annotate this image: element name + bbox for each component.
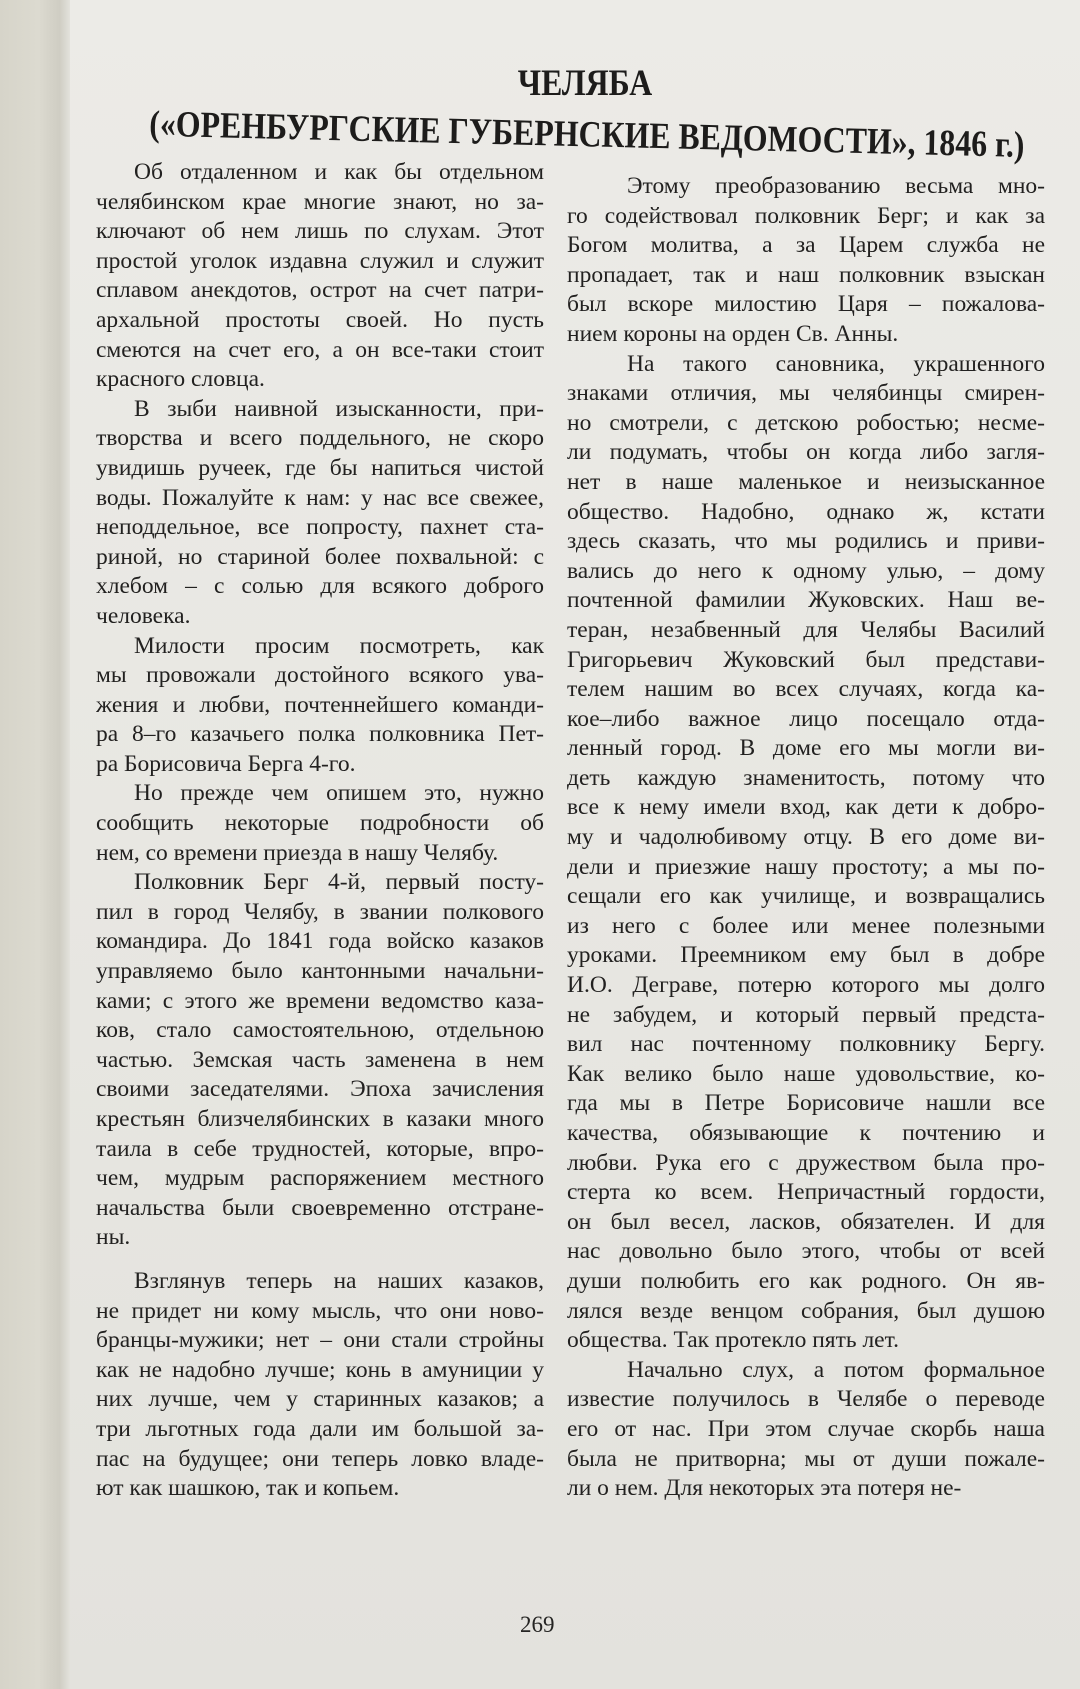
text-line: ленный город. В доме его мы могли ви-	[567, 735, 1045, 762]
text-line: вались до него к одному улью, – дому	[567, 557, 1045, 584]
text-line: не придет ни кому мысль, что они ново-	[96, 1297, 544, 1324]
text-line: все к нему имели вход, как дети к добро-	[567, 794, 1045, 821]
text-line: бранцы-мужики; нет – они стали стройны	[96, 1327, 544, 1354]
text-line: не забудем, и который первый предста-	[567, 1001, 1045, 1028]
text-line: го содействовал полковник Берг; и как за	[567, 202, 1045, 229]
text-line: архальной простоты своей. Но пусть	[96, 306, 544, 333]
text-line: крестьян близчелябинских в казаки много	[96, 1106, 544, 1132]
text-line: уроками. Преемником ему был в добре	[567, 942, 1045, 969]
text-line: души полюбить его как родного. Он яв-	[567, 1267, 1045, 1294]
text-line: пил в город Челябу, в звании полкового	[96, 898, 544, 925]
text-line: ра Борисовича Берга 4-го.	[96, 750, 356, 777]
text-line: хлебом – с солью для всякого доброго	[96, 573, 544, 600]
text-line: лялся везде венцом собрания, был душою	[567, 1297, 1045, 1324]
text-line: На такого сановника, украшенного	[627, 350, 1045, 377]
text-line: Как велико было наше удовольствие, ко-	[567, 1060, 1045, 1087]
text-line: Полковник Берг 4-й, первый посту-	[134, 869, 544, 896]
text-line: ра 8–го казачьего полка полковника Пет-	[96, 721, 544, 748]
text-line: общества. Так протекло пять лет.	[567, 1327, 899, 1354]
text-line: И.О. Деграве, потерю которого мы долго	[567, 972, 1045, 999]
text-line: как не надобно лучше; конь в амуниции у	[96, 1356, 544, 1383]
text-line: человека.	[96, 602, 191, 629]
text-line: В зыби наивной изысканности, при-	[134, 395, 544, 422]
text-line: своими заседателями. Эпоха зачисления	[96, 1076, 544, 1103]
text-line: риной, но стариной более похвальной: с	[96, 543, 544, 570]
text-line: частью. Земская часть заменена в нем	[96, 1046, 544, 1073]
text-line: ют как шашкою, так и копьем.	[96, 1475, 400, 1502]
text-line: неподдельное, все попросту, пахнет ста-	[96, 514, 544, 541]
text-line: была не притворна; мы от души пожале-	[567, 1445, 1045, 1472]
paragraph	[96, 1267, 544, 1504]
paragraph-gap	[96, 1253, 544, 1267]
text-line: му и чадолюбивому отцу. В его доме ви-	[567, 824, 1045, 851]
paragraph	[567, 350, 1045, 1356]
text-line: простой уголок издавна служил и служит	[96, 247, 544, 274]
text-line: ков, стало самостоятельною, отдельною	[96, 1017, 544, 1044]
text-line: три льготных года дали им большой за-	[96, 1415, 544, 1442]
right-column	[567, 172, 1045, 1504]
text-line: качества, обязывающие к почтению и	[567, 1120, 1045, 1146]
paragraph	[567, 172, 1045, 350]
text-line: знаками отличия, мы челябинцы смирен-	[567, 380, 1045, 407]
text-line: командира. До 1841 года войско казаков	[96, 928, 544, 955]
text-line: телем нашим во всех случаях, когда ка-	[567, 676, 1045, 703]
text-line: стерта ко всем. Непричастный гордости,	[567, 1179, 1045, 1206]
text-line: нем, со времени приезда в нашу Челябу.	[96, 839, 499, 866]
text-line: смеются на счет его, а он все-таки стоит	[96, 336, 544, 363]
text-line: был вскоре милостию Царя – пожалова-	[567, 291, 1045, 318]
text-line: управляемо было кантонными начальни-	[96, 958, 544, 985]
text-line: нас довольно было этого, чтобы от всей	[567, 1238, 1045, 1265]
text-line: нием короны на орден Св. Анны.	[567, 320, 899, 347]
text-line: Об отдаленном и как бы отдельном	[134, 159, 544, 185]
text-line: сплавом анекдотов, острот на счет патри-	[96, 277, 544, 304]
text-line: воды. Пожалуйте к нам: у нас все свежее,	[96, 484, 544, 511]
text-line: деть каждую знаменитость, потому что	[567, 764, 1045, 791]
page-number: 269	[520, 1612, 555, 1637]
text-line: его от нас. При этом случае скорбь наша	[567, 1415, 1045, 1442]
text-line: Но прежде чем опишем это, нужно	[134, 780, 544, 807]
text-line: ками; с этого же времени ведомство каза-	[96, 987, 544, 1014]
text-line: Богом молитва, а за Царем служба не	[567, 232, 1045, 259]
text-line: мы провожали достойного всякого ува-	[96, 662, 544, 689]
text-line: Начально слух, а потом формальное	[627, 1356, 1045, 1383]
text-line: ли о нем. Для некоторых эта потеря не-	[567, 1475, 962, 1502]
text-line: ны.	[96, 1224, 131, 1251]
text-line: увидишь ручеек, где бы напиться чистой	[96, 454, 544, 481]
text-line: любви. Рука его с дружеством была про-	[567, 1149, 1045, 1176]
text-line: ключают об нем лишь по слухам. Этот	[96, 218, 544, 245]
text-line: теран, незабвенный для Челябы Василий	[567, 616, 1045, 643]
text-line: кое–либо важное лицо посещало отда-	[567, 705, 1045, 732]
text-line: известие получилось в Челябе о переводе	[567, 1386, 1045, 1413]
text-line: Милости просим посмотреть, как	[134, 632, 544, 659]
text-line: он был весел, ласков, обязателен. И для	[567, 1208, 1045, 1235]
text-line: Взглянув теперь на наших казаков,	[134, 1267, 544, 1294]
paragraph	[96, 158, 544, 395]
text-line: ли подумать, чтобы он когда либо загля-	[567, 439, 1045, 466]
text-line: дели и приезжие нашу простоту; а мы по-	[567, 853, 1045, 880]
text-line: нет в наше маленькое и неизысканное	[567, 468, 1045, 495]
paragraph	[96, 868, 544, 1253]
text-line: сообщить некоторые подробности об	[96, 810, 544, 837]
text-line: начальства были своевременно отстране-	[96, 1194, 544, 1221]
text-line: но смотрели, с детскою робостью; несме-	[567, 409, 1045, 436]
text-line: пропадает, так и наш полковник взыскан	[567, 261, 1045, 288]
text-line: Григорьевич Жуковский был представи-	[567, 646, 1045, 673]
text-line: сещали его как училище, и возвращались	[567, 883, 1045, 910]
article-title: ЧЕЛЯБА	[517, 63, 653, 104]
text-line: чем, мудрым распоряжением местного	[96, 1165, 544, 1192]
book-gutter-shadow	[0, 0, 70, 1689]
left-column	[96, 158, 544, 1504]
text-line: пас на будущее; они теперь ловко владе-	[96, 1445, 544, 1472]
paragraph	[96, 632, 544, 780]
paragraph	[567, 1356, 1045, 1504]
text-line: вил нас почтенному полковнику Бергу.	[567, 1031, 1045, 1058]
text-line: челябинском крае многие знают, но за-	[96, 188, 544, 215]
text-line: Этому преобразованию весьма мно-	[627, 173, 1045, 199]
text-line: творства и всего поддельного, не скоро	[96, 425, 544, 452]
text-line: жения и любви, почтеннейшего команди-	[96, 691, 544, 718]
text-line: гда мы в Петре Борисовиче нашли все	[567, 1090, 1045, 1117]
text-line: здесь сказать, что мы родились и приви-	[567, 528, 1045, 555]
text-line: из него с более или менее полезными	[567, 912, 1045, 939]
text-line: них лучше, чем у старинных казаков; а	[96, 1386, 544, 1413]
text-line: красного словца.	[96, 366, 265, 393]
paragraph	[96, 779, 544, 868]
article-subtitle: («ОРЕНБУРГСКИЕ ГУБЕРНСКИЕ ВЕДОМОСТИ», 1846 г.)	[149, 103, 1025, 166]
text-line: общество. Надобно, однако ж, кстати	[567, 498, 1045, 525]
paragraph	[96, 395, 544, 632]
text-line: почтенной фамилии Жуковских. Наш ве-	[567, 587, 1045, 614]
text-line: таила в себе трудностей, которые, впро-	[96, 1135, 544, 1162]
